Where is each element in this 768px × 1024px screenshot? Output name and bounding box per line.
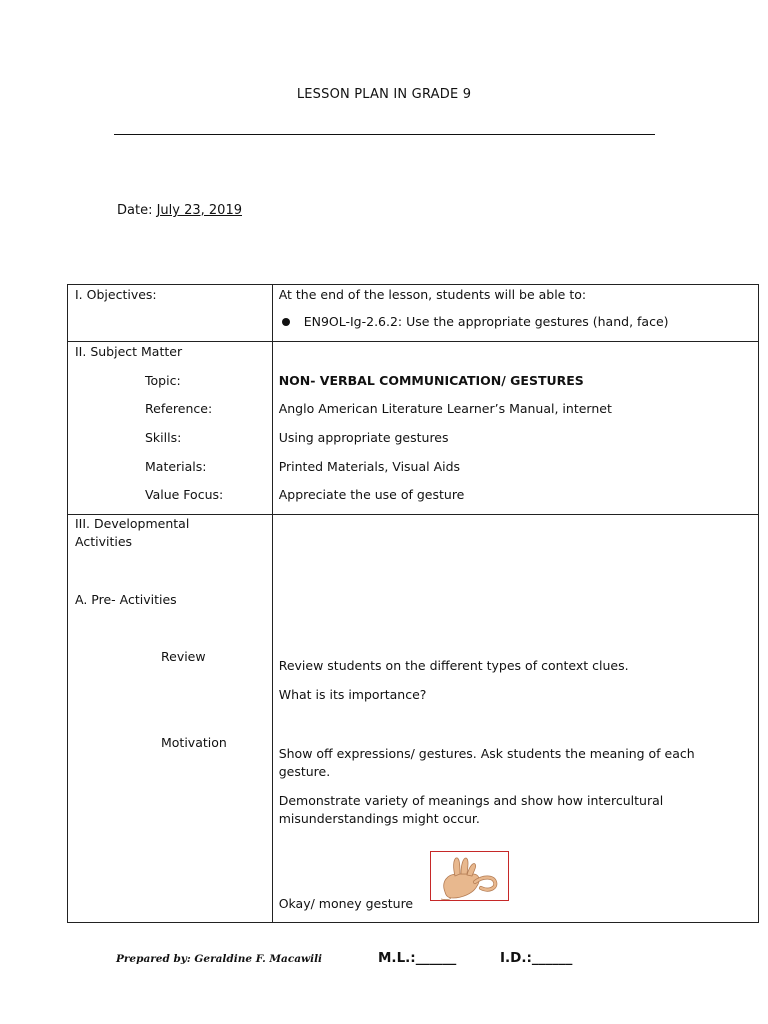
materials-value: Printed Materials, Visual Aids — [278, 459, 461, 474]
topic-label: Topic: — [145, 373, 181, 388]
objectives-row — [68, 285, 759, 342]
subject-matter-row — [68, 342, 759, 515]
review-line1: Review students on the different types of context clues. — [278, 658, 629, 673]
developmental-label-line2: Activities — [75, 534, 133, 549]
pre-activities-label: A. Pre- Activities — [75, 592, 177, 607]
topic-value: NON- VERBAL COMMUNICATION/ GESTURES — [278, 373, 584, 388]
bullet-icon — [282, 318, 290, 326]
gesture-caption: Okay/ money gesture — [278, 896, 414, 911]
objectives-bullet-item — [282, 314, 669, 329]
hand-okay-gesture-icon — [431, 852, 508, 900]
value-focus-label: Value Focus: — [145, 487, 224, 502]
review-line2: What is its importance? — [278, 687, 427, 702]
footer — [0, 950, 768, 977]
skills-label: Skills: — [145, 430, 182, 445]
review-label: Review — [161, 649, 206, 664]
subject-matter-content-cell — [272, 342, 758, 515]
document-title: LESSON PLAN IN GRADE 9 — [296, 87, 472, 102]
motivation-line2: Demonstrate variety of meanings and show how intercultural misunderstandings might occur. — [278, 793, 664, 826]
title-underline — [114, 134, 655, 135]
subject-matter-label-cell — [68, 342, 273, 515]
subject-matter-label: II. Subject Matter — [75, 344, 183, 359]
id-field: I.D.:______ — [500, 950, 573, 966]
okay-gesture-image — [430, 851, 509, 901]
objectives-label: I. Objectives: — [75, 287, 157, 302]
value-focus-value: Appreciate the use of gesture — [278, 487, 465, 502]
date-row — [117, 203, 242, 218]
objectives-bullet-text: EN9OL-Ig-2.6.2: Use the appropriate gestures (hand, face) — [303, 314, 669, 329]
objectives-label-cell — [68, 285, 273, 342]
developmental-content-cell — [272, 515, 758, 923]
lesson-plan-table — [67, 284, 759, 923]
developmental-row — [68, 515, 759, 923]
objectives-intro: At the end of the lesson, students will be able to: — [278, 287, 587, 302]
ml-field: M.L.:______ — [378, 950, 457, 966]
reference-label: Reference: — [145, 401, 213, 416]
materials-label: Materials: — [145, 459, 207, 474]
motivation-line1: Show off expressions/ gestures. Ask students the meaning of each gesture. — [278, 746, 695, 779]
developmental-label-cell — [68, 515, 273, 923]
objectives-content-cell — [272, 285, 758, 342]
date-value: July 23, 2019 — [156, 203, 242, 218]
developmental-label-line1: III. Developmental — [75, 516, 190, 531]
date-label: Date: — [117, 203, 153, 218]
skills-value: Using appropriate gestures — [278, 430, 449, 445]
motivation-label: Motivation — [161, 735, 227, 750]
prepared-by: Prepared by: Geraldine F. Macawili — [116, 953, 323, 965]
reference-value: Anglo American Literature Learner’s Manual, internet — [278, 401, 612, 416]
